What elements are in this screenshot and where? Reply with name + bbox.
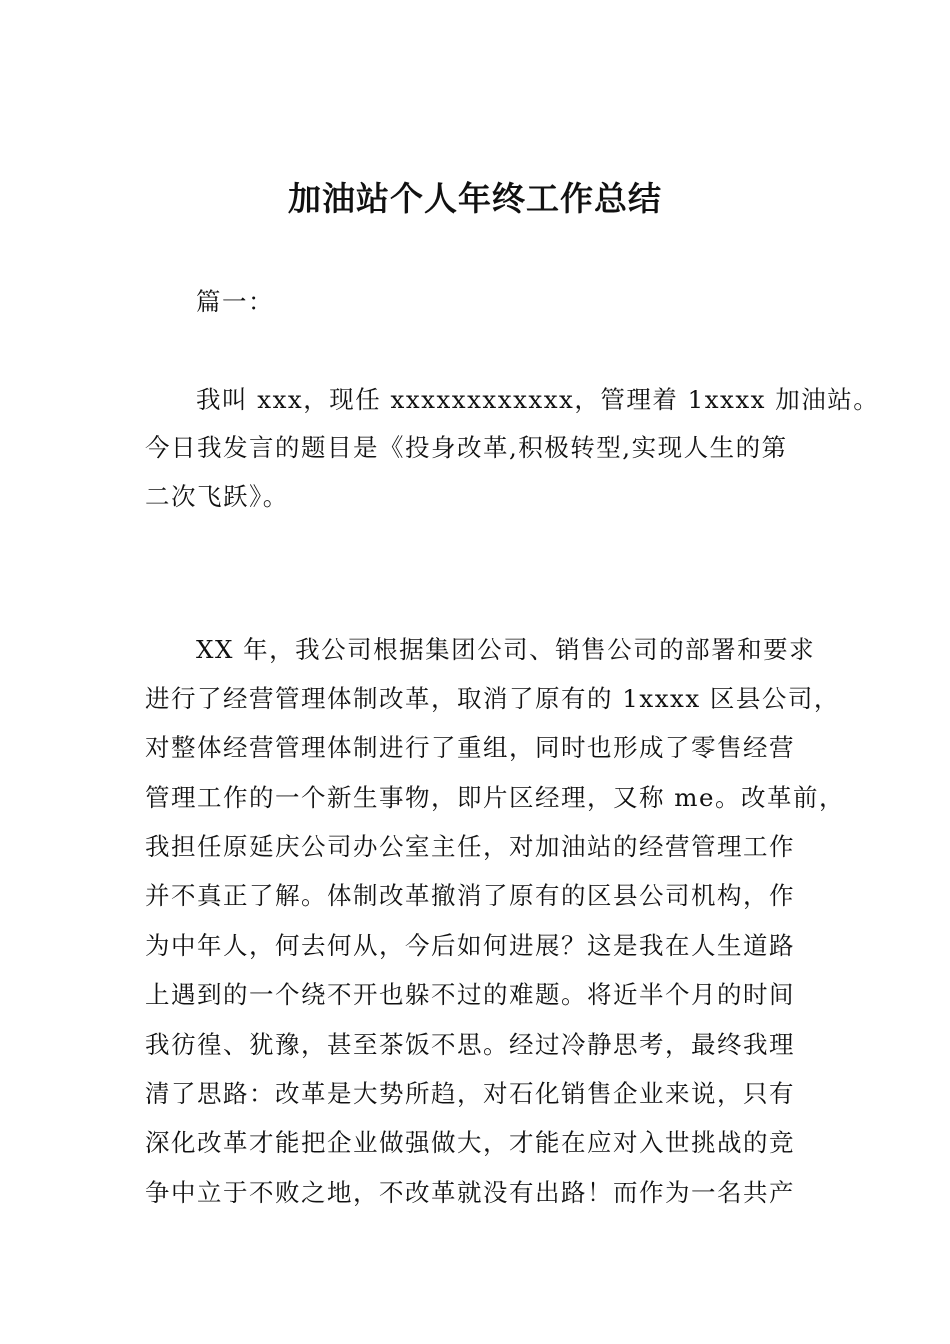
paragraph-2-line-4: 管理工作的一个新生事物，即片区经理，又称 me。改革前，: [145, 783, 846, 812]
paragraph-2-line-11: 深化改革才能把企业做强做大，才能在应对入世挑战的竞: [145, 1128, 795, 1157]
paragraph-2-line-9: 我彷徨、犹豫，甚至茶饭不思。经过冷静思考，最终我理: [145, 1030, 795, 1059]
paragraph-2-line-1: XX 年，我公司根据集团公司、销售公司的部署和要求: [196, 635, 816, 664]
paragraph-1-line-1: 我叫 xxx，现任 xxxxxxxxxxxx，管理着 1xxxx 加油站。: [196, 385, 880, 414]
paragraph-2-line-2: 进行了经营管理体制改革，取消了原有的 1xxxx 区县公司，: [145, 684, 840, 713]
paragraph-2-line-7: 为中年人，何去何从，今后如何进展？这是我在人生道路: [145, 931, 795, 960]
section-label: 篇一：: [196, 287, 274, 316]
paragraph-2-line-5: 我担任原延庆公司办公室主任，对加油站的经营管理工作: [145, 832, 795, 861]
paragraph-1-line-3: 二次飞跃》。: [145, 482, 289, 511]
paragraph-2-line-3: 对整体经营管理体制进行了重组，同时也形成了零售经营: [145, 733, 795, 762]
paragraph-2-line-12: 争中立于不败之地，不改革就没有出路！而作为一名共产: [145, 1178, 795, 1207]
document-title: 加油站个人年终工作总结: [288, 179, 662, 218]
paragraph-1-line-2: 今日我发言的题目是《投身改革,积极转型,实现人生的第: [145, 433, 788, 462]
paragraph-2-line-10: 清了思路：改革是大势所趋，对石化销售企业来说，只有: [145, 1079, 795, 1108]
paragraph-2-line-6: 并不真正了解。体制改革撤消了原有的区县公司机构，作: [145, 881, 795, 910]
paragraph-2-line-8: 上遇到的一个绕不开也躲不过的难题。将近半个月的时间: [145, 980, 795, 1009]
